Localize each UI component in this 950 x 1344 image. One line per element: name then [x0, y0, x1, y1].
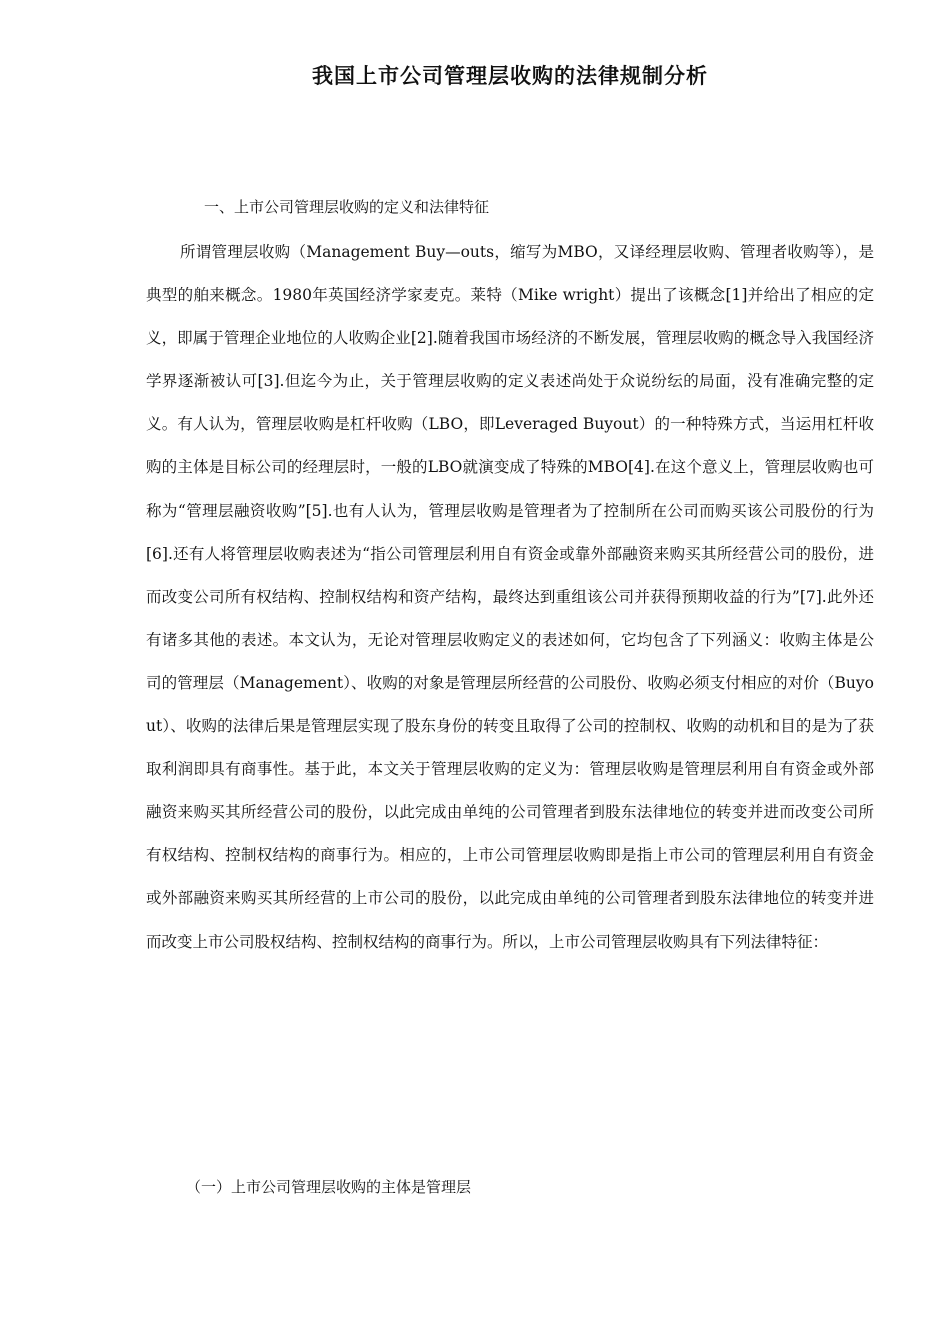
document-title: 我国上市公司管理层收购的法律规制分析 — [312, 64, 708, 88]
sub-heading: （一）上市公司管理层收购的主体是管理层 — [186, 1178, 472, 1196]
section-heading: 一、上市公司管理层收购的定义和法律特征 — [204, 198, 490, 216]
body-paragraph: 所谓管理层收购（Management Buy—outs，缩写为MBO，又译经理层收购、管理者收购等），是典型的舶来概念。1980年英国经济学家麦克。莱特（Mike wright）提出了该概念[1]并给出了相应的定义，即属于管理企业地位的人收购企业[2].随着我国市场经济的不断发展，管理层收购的概念导入我国经济学界逐渐被认可[3].但迄今为止，关于管理层收购的定义表述尚处于众说纷纭的局面，没有准确完整的定义。有人认为，管理层收购是杠杆收购（LBO，即Leveraged Buyout）的一种特殊方式，当运用杠杆收购的主体是目标公司的经理层时，一般的LBO就演变成了特殊的MBO[4].在这个意义上，管理层收购也可称为“管理层融资收购”[5].也有人认为，管理层收购是管理者为了控制所在公司而购买该公司股份的行为[6].还有人将管理层收购表述为“指公司管理层利用自有资金或靠外部融资来购买其所经营公司的股份，进而改变公司所有权结构、控制权结构和资产结构，最终达到重组该公司并获得预期收益的行为”[7].此外还有诸多其他的表述。本文认为，无论对管理层收购定义的表述如何，它均包含了下列涵义：收购主体是公司的管理层（Management）、收购的对象是管理层所经营的公司股份、收购必须支付相应的对价（Buyout）、收购的法律后果是管理层实现了股东身份的转变且取得了公司的控制权、收购的动机和目的是为了获取利润即具有商事性。基于此，本文关于管理层收购的定义为：管理层收购是管理层利用自有资金或外部融资来购买其所经营公司的股份，以此完成由单纯的公司管理者到股东法律地位的转变并进而改变公司所有权结构、控制权结构的商事行为。相应的，上市公司管理层收购即是指上市公司的管理层利用自有资金或外部融资来购买其所经营的上市公司的股份，以此完成由单纯的公司管理者到股东法律地位的转变并进而改变上市公司股权结构、控制权结构的商事行为。所以，上市公司管理层收购具有下列法律特征： — [146, 243, 874, 951]
